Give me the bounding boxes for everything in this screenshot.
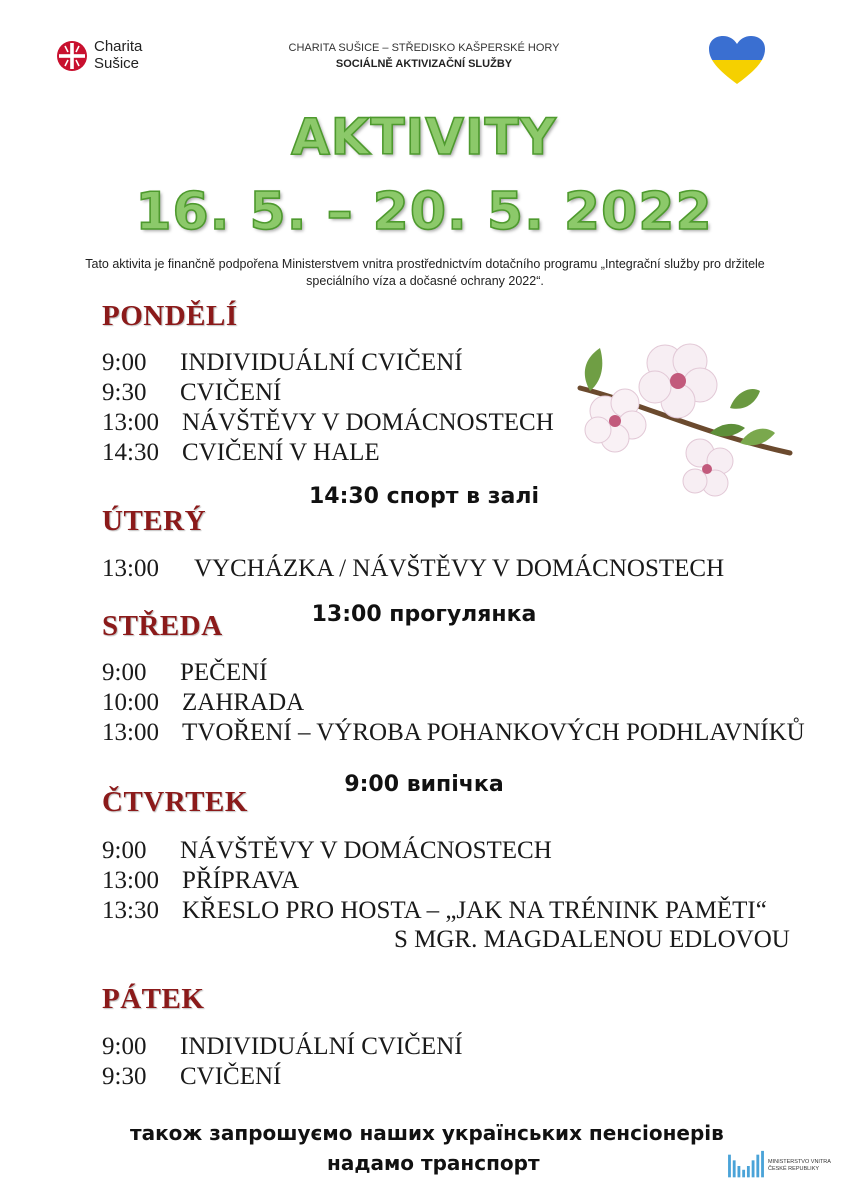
time: 13:30	[102, 897, 159, 924]
schedule-row	[102, 866, 299, 896]
day-friday: PÁTEK	[102, 983, 205, 1015]
activity: CVIČENÍ	[180, 1063, 282, 1090]
pensioner-invitation: також запрошуємо наших українських пенсіонерів	[130, 1121, 724, 1145]
schedule-row	[102, 378, 281, 408]
schedule-row	[102, 408, 554, 438]
time: 9:30	[102, 1063, 147, 1090]
schedule-row	[102, 554, 724, 584]
organization-name: CHARITA SUŠICE – STŘEDISKO KAŠPERSKÉ HORY	[288, 42, 560, 54]
activity: TVOŘENÍ – VÝROBA POHANKOVÝCH PODHLAVNÍKŮ	[182, 719, 805, 746]
time: 9:00	[102, 349, 147, 376]
date-range: 16. 5. – 20. 5. 2022	[135, 182, 713, 242]
time: 13:00	[102, 555, 159, 582]
ministry-logo	[726, 1145, 846, 1185]
day-wednesday: STŘEDA	[102, 610, 223, 642]
activity: INDIVIDUÁLNÍ CVIČENÍ	[180, 1033, 463, 1060]
funding-note-line2: speciálního víza a dočasné ochrany 2022“.	[306, 274, 544, 288]
activity: NÁVŠTĚVY V DOMÁCNOSTECH	[180, 837, 552, 864]
time: 9:00	[102, 659, 147, 686]
schedule-row	[102, 1032, 463, 1062]
ministry-line2: ČESKÉ REPUBLIKY	[768, 1166, 820, 1172]
time: 14:30	[102, 439, 159, 466]
schedule-row	[102, 896, 767, 926]
time: 9:00	[102, 837, 147, 864]
activity: ZAHRADA	[182, 689, 305, 716]
schedule-row	[102, 438, 380, 468]
time: 13:00	[102, 719, 159, 746]
day-tuesday: ÚTERÝ	[102, 505, 207, 537]
day-thursday: ČTVRTEK	[102, 786, 248, 818]
charita-logo	[56, 38, 166, 78]
schedule-row	[102, 658, 268, 688]
page-title: AKTIVITY	[291, 108, 557, 166]
logo-line1: Charita	[94, 38, 143, 55]
ministry-line1: MINISTERSTVO VNITRA	[768, 1159, 831, 1165]
activity: CVIČENÍ	[180, 379, 282, 406]
schedule-row	[102, 348, 463, 378]
ukrainian-note-wednesday: 9:00 випічка	[344, 772, 504, 797]
activity: VYCHÁZKA / NÁVŠTĚVY V DOMÁCNOSTECH	[194, 555, 725, 582]
ukraine-heart-icon	[708, 36, 766, 86]
activity: PŘÍPRAVA	[182, 867, 300, 894]
time: 10:00	[102, 689, 159, 716]
time: 9:00	[102, 1033, 147, 1060]
department-name: SOCIÁLNĚ AKTIVIZAČNÍ SLUŽBY	[335, 58, 513, 70]
charita-cross-icon	[56, 40, 88, 72]
ukrainian-note-tuesday: 13:00 прогулянка	[311, 602, 537, 627]
activity-continuation: S MGR. MAGDALENOU EDLOVOU	[394, 926, 790, 953]
schedule-row	[102, 836, 552, 866]
time: 9:30	[102, 379, 147, 406]
funding-note	[40, 256, 810, 290]
activity: NÁVŠTĚVY V DOMÁCNOSTECH	[182, 409, 554, 436]
time: 13:00	[102, 867, 159, 894]
ministry-bars-icon	[726, 1149, 766, 1183]
ukrainian-note-monday: 14:30 спорт в залі	[308, 484, 540, 509]
logo-line2: Sušice	[94, 55, 140, 72]
schedule-row	[102, 718, 805, 748]
time: 13:00	[102, 409, 159, 436]
activity: CVIČENÍ V HALE	[182, 439, 380, 466]
schedule-row	[102, 688, 304, 718]
activity: PEČENÍ	[180, 659, 268, 686]
schedule-row	[102, 1062, 281, 1092]
transport-note: надамо транспорт	[327, 1151, 540, 1175]
activity: KŘESLO PRO HOSTA – „JAK NA TRÉNINK PAMĚTI“	[182, 897, 767, 924]
day-monday: PONDĚLÍ	[102, 300, 238, 332]
activity: INDIVIDUÁLNÍ CVIČENÍ	[180, 349, 463, 376]
funding-note-line1: Tato aktivita je finančně podpořena Ministerstvem vnitra prostřednictvím dotačního programu „Integrační služby pro držitele	[85, 257, 765, 271]
